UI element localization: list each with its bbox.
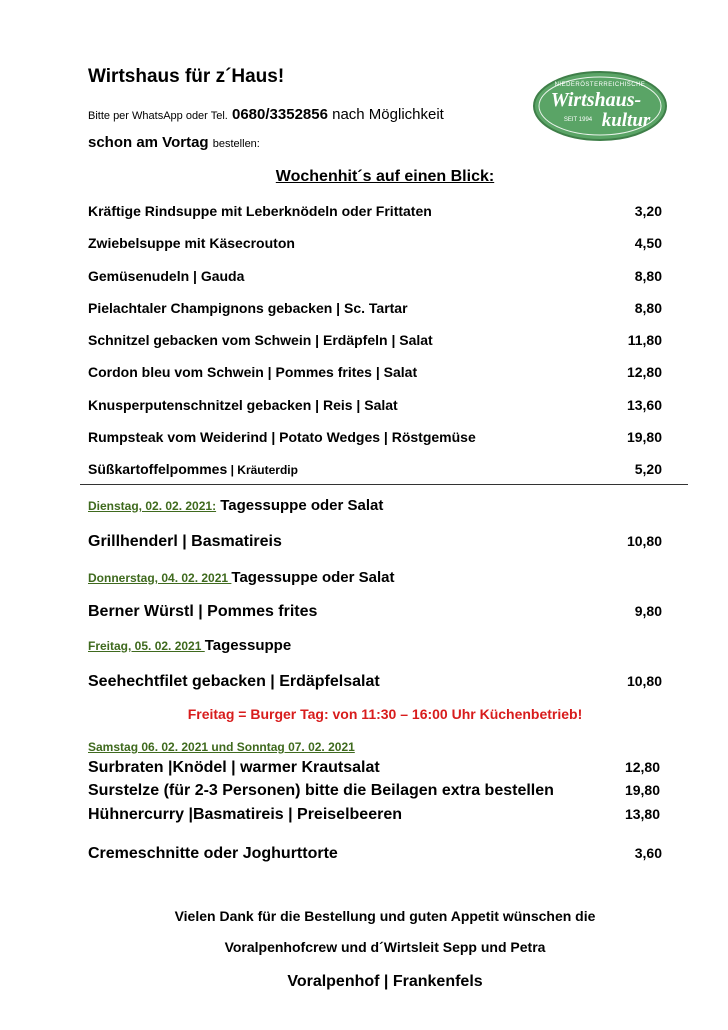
weekend-item-price: 12,80: [624, 759, 660, 775]
menu-item-price: 5,20: [634, 461, 662, 477]
menu-item: [88, 332, 662, 348]
weekend-item: [88, 759, 660, 777]
order-bold: schon am Vortag: [88, 134, 209, 151]
day-date: Freitag, 05. 02. 2021: [88, 639, 205, 653]
menu-item-price: 3,20: [634, 203, 662, 219]
phone-number: 0680/3352856: [232, 106, 328, 123]
logo-line2: kultur: [601, 110, 651, 131]
day-dish-price: 9,80: [634, 603, 662, 619]
day-soup: Tagessuppe oder Salat: [216, 497, 384, 514]
logo-top-text: NIEDERÖSTERREICHISCHE: [554, 82, 646, 88]
day-soup: Tagessuppe: [204, 637, 292, 654]
footer-line2: Voralpenhofcrew und d´Wirtsleit Sepp und Petra: [224, 939, 546, 955]
menu-item: [88, 235, 662, 251]
divider: [80, 484, 688, 485]
menu-item-name: Rumpsteak vom Weiderind | Potato Wedges | Röstgemüse: [88, 429, 476, 445]
day-soup: Tagessuppe oder Salat: [231, 569, 395, 586]
menu-item-name: Süßkartoffelpommes: [88, 461, 228, 477]
day-date: Donnerstag, 04. 02. 2021: [88, 571, 232, 585]
weekend-item-price: 19,80: [624, 782, 660, 798]
day-dish: [88, 673, 662, 691]
day-dish-price: 10,80: [626, 673, 662, 689]
menu-item: [88, 397, 662, 413]
menu-item: [88, 364, 662, 380]
day-header: [88, 569, 395, 587]
weekend-item-name: Surbraten |Knödel | warmer Krautsalat: [88, 759, 380, 776]
menu-item-name: Pielachtaler Champignons gebacken | Sc. Tartar: [88, 300, 408, 316]
menu-item-name: Kräftige Rindsuppe mit Leberknödeln oder Frittaten: [88, 203, 432, 219]
page-title: Wirtshaus für z´Haus!: [88, 66, 285, 87]
menu-item: [88, 268, 662, 284]
contact-suffix: nach Möglichkeit: [332, 106, 444, 123]
menu-item: [88, 300, 662, 316]
menu-item-price: 12,80: [626, 364, 662, 380]
footer-line1: Vielen Dank für die Bestellung und guten Appetit wünschen die: [174, 908, 596, 924]
weekly-heading: Wochenhit´s auf einen Blick:: [275, 168, 495, 185]
day-dish-name: Berner Würstl | Pommes frites: [88, 603, 318, 620]
menu-item-price: 11,80: [627, 332, 662, 348]
day-header: [88, 637, 291, 655]
day-header: [88, 497, 383, 515]
menu-item-price: 8,80: [634, 300, 662, 316]
menu-item-price: 19,80: [626, 429, 662, 445]
weekend-item-name: Surstelze (für 2-3 Personen) bitte die Beilagen extra bestellen: [88, 782, 554, 799]
dessert-name: Cremeschnitte oder Joghurttorte: [88, 845, 338, 862]
day-dish: [88, 533, 662, 551]
logo-line1: Wirtshaus-: [550, 89, 642, 111]
day-dish-name: Seehechtfilet gebacken | Erdäpfelsalat: [88, 673, 380, 690]
contact-line: [88, 106, 444, 123]
menu-item: [88, 203, 662, 219]
weekend-item-name: Hühnercurry |Basmatireis | Preiselbeeren: [88, 806, 402, 823]
day-date: Dienstag, 02. 02. 2021:: [88, 499, 217, 513]
menu-item-price: 13,60: [626, 397, 662, 413]
order-line: [88, 134, 260, 151]
footer-line3: Voralpenhof | Frankenfels: [287, 973, 483, 990]
wirtshauskultur-logo: [532, 70, 668, 142]
menu-item-name: Gemüsenudeln | Gauda: [88, 268, 245, 284]
promo-text: Freitag = Burger Tag: von 11:30 – 16:00 Uhr Küchenbetrieb!: [187, 706, 583, 722]
dessert-item: [88, 845, 662, 863]
menu-item-price: 4,50: [634, 235, 662, 251]
day-dish: [88, 603, 662, 621]
menu-item-extra: | Kräuterdip: [227, 463, 298, 477]
day-dish-name: Grillhenderl | Basmatireis: [88, 533, 282, 550]
weekend-date: Samstag 06. 02. 2021 und Sonntag 07. 02. 2021: [88, 740, 355, 754]
menu-item-price: 8,80: [634, 268, 662, 284]
weekend-header: [88, 738, 355, 756]
weekend-item: [88, 782, 660, 800]
contact-prefix: Bitte per WhatsApp oder Tel.: [88, 110, 228, 122]
menu-item-name: Zwiebelsuppe mit Käsecrouton: [88, 235, 295, 251]
menu-item-name: Knusperputenschnitzel gebacken | Reis | Salat: [88, 397, 398, 413]
dessert-price: 3,60: [634, 845, 662, 861]
menu-item: [88, 429, 662, 445]
menu-item: [88, 461, 662, 477]
menu-item-name-wrap: [88, 461, 298, 477]
menu-item-name: Schnitzel gebacken vom Schwein | Erdäpfeln | Salat: [88, 332, 433, 348]
weekend-item: [88, 806, 660, 824]
weekend-item-price: 13,80: [624, 806, 660, 822]
day-dish-price: 10,80: [626, 533, 662, 549]
logo-year: SEIT 1994: [563, 117, 593, 123]
menu-item-name: Cordon bleu vom Schwein | Pommes frites | Salat: [88, 364, 418, 380]
order-rest: bestellen:: [212, 138, 260, 150]
